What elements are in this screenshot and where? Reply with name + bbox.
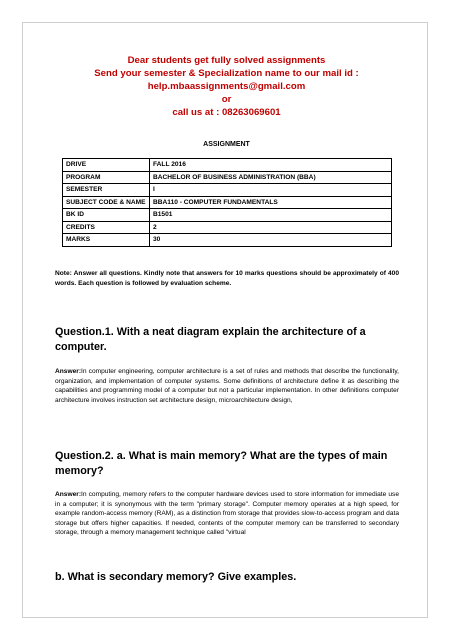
row-value: BACHELOR OF BUSINESS ADMINISTRATION (BBA)	[150, 171, 392, 184]
table-row	[63, 159, 392, 172]
answer-label: Answer:	[55, 491, 82, 498]
table-row	[63, 196, 392, 209]
note-paragraph: Note: Answer all questions. Kindly note that answers for 10 marks questions should be approximately of 400 words. Each question is followed by evaluation scheme.	[55, 270, 399, 287]
assignment-info-table	[62, 158, 392, 247]
answer-1-text: In computer engineering, computer architecture is a set of rules and methods that describe the functionality, organization, and implementation of computer systems. Some definitions of architecture define it as describing the capabilities and programming model of a computer but not a particular implementation. In other definitions computer architecture involves instruction set architecture design, microarchitecture design,	[55, 368, 399, 404]
answer-label: Answer:	[55, 368, 82, 375]
row-value: 2	[150, 221, 392, 234]
answer-1	[55, 367, 399, 405]
answer-2	[55, 490, 399, 538]
row-value: BBA110 - COMPUTER FUNDAMENTALS	[150, 196, 392, 209]
row-label: SEMESTER	[63, 184, 150, 197]
header-email: help.mbaassignments@gmail.com	[147, 81, 306, 92]
header-or: or	[221, 94, 232, 105]
promo-header	[0, 54, 453, 119]
header-line-2: Send your semester & Specialization name to our mail id :	[94, 68, 359, 79]
question-2-title: Question.2. a. What is main memory? What are the types of main memory?	[55, 450, 388, 477]
row-label: CREDITS	[63, 221, 150, 234]
row-label: BK ID	[63, 209, 150, 222]
row-label: SUBJECT CODE & NAME	[63, 196, 150, 209]
row-label: MARKS	[63, 234, 150, 247]
answer-2-text: In computing, memory refers to the computer hardware devices used to store information for immediate use in a computer; it is synonymous with the term "primary storage". Computer memory operates at a high speed, for example random-access memory (RAM), as a distinction from storage that provides slow-to-access program and data storage but offers higher capacities. If needed, contents of the computer memory can be transferred to secondary storage, through a memory management technique called "virtual	[55, 491, 399, 537]
header-line-1: Dear students get fully solved assignments	[127, 55, 326, 66]
question-1-title: Question.1. With a neat diagram explain the architecture of a computer.	[55, 326, 366, 353]
table-row	[63, 221, 392, 234]
row-label: DRIVE	[63, 159, 150, 172]
table-row	[63, 234, 392, 247]
row-value: I	[150, 184, 392, 197]
row-value: 30	[150, 234, 392, 247]
table-row	[63, 184, 392, 197]
assignment-title: ASSIGNMENT	[203, 141, 250, 148]
row-value: B1501	[150, 209, 392, 222]
table-row	[63, 171, 392, 184]
row-label: PROGRAM	[63, 171, 150, 184]
row-value: FALL 2016	[150, 159, 392, 172]
question-2b-title: b. What is secondary memory? Give examples.	[55, 571, 297, 583]
table-row	[63, 209, 392, 222]
header-phone: call us at : 08263069601	[172, 107, 281, 118]
